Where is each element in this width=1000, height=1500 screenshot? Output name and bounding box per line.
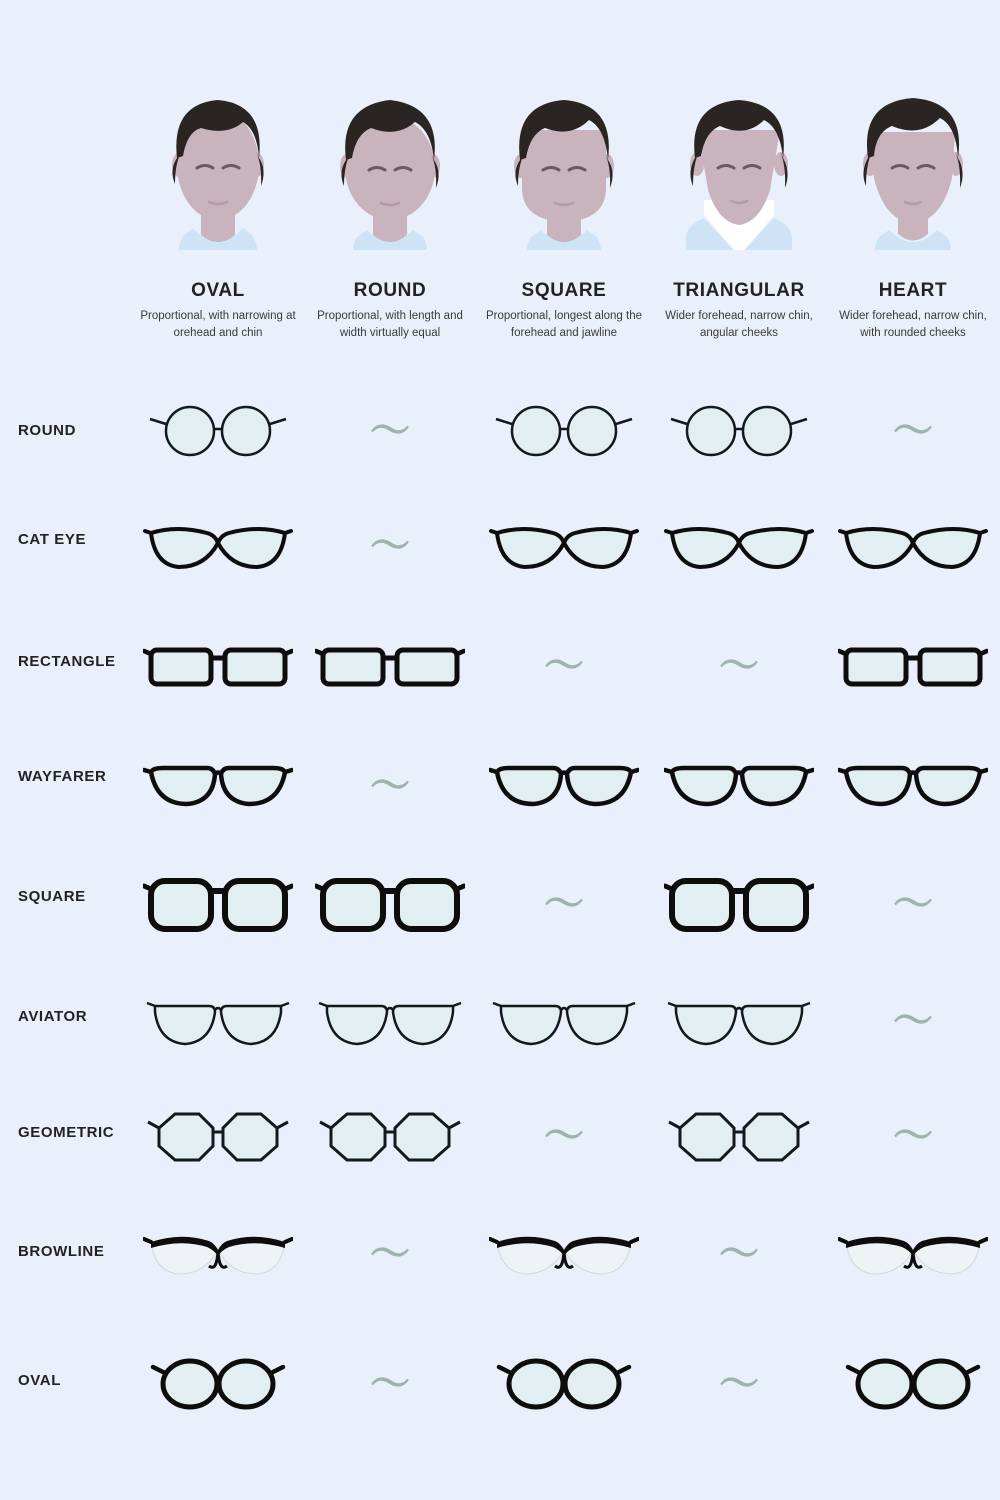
cell-geometric-square [477,1088,651,1184]
cell-browline-square [477,1206,651,1302]
cell-round-square [477,383,651,479]
row-label-cat-eye: CAT EYE [18,531,87,548]
not-recommended-icon: 〜 [370,523,410,569]
cell-geometric-heart [826,1088,1000,1184]
cell-round-round [303,383,477,479]
cell-square-oval [131,856,305,952]
row-label-browline: BROWLINE [18,1243,105,1260]
cell-rectangle-heart [826,618,1000,714]
face-description: Proportional, with narrowing at orehead and chin [140,310,296,339]
cell-square-heart [826,856,1000,952]
face-title: SQUARE [521,280,607,301]
not-recommended-icon: 〜 [719,1231,759,1277]
not-recommended-icon: 〜 [893,881,933,927]
not-recommended-icon: 〜 [544,881,584,927]
cell-wayfarer-round [303,738,477,834]
not-recommended-icon: 〜 [370,1231,410,1277]
row-label-wayfarer: WAYFARER [18,768,107,785]
cell-cat-eye-round [303,498,477,594]
face-title: OVAL [191,280,245,301]
face-title: TRIANGULAR [673,280,805,301]
not-recommended-icon: 〜 [370,408,410,454]
cell-geometric-triangular [652,1088,826,1184]
face-illustration [826,60,1000,250]
cell-square-round [303,856,477,952]
face-column-heart [826,60,1000,341]
cell-geometric-round [303,1088,477,1184]
cell-wayfarer-oval [131,738,305,834]
cell-round-heart [826,383,1000,479]
cell-oval-triangular [652,1336,826,1432]
row-label-rectangle: RECTANGLE [18,653,116,670]
face-title: HEART [878,280,948,301]
not-recommended-icon: 〜 [544,643,584,689]
face-column-oval [131,60,305,341]
row-label-round: ROUND [18,422,76,439]
not-recommended-icon: 〜 [370,1361,410,1407]
row-label-geometric: GEOMETRIC [18,1124,115,1141]
cell-cat-eye-triangular [652,498,826,594]
cell-oval-oval [131,1336,305,1432]
cell-browline-triangular [652,1206,826,1302]
face-title: ROUND [353,280,427,301]
face-description: Proportional, with length and width virtually equal [317,310,463,339]
cell-oval-square [477,1336,651,1432]
cell-wayfarer-heart [826,738,1000,834]
cell-geometric-oval [131,1088,305,1184]
face-description: Wider forehead, narrow chin, with rounded cheeks [839,310,987,339]
row-label-oval: OVAL [18,1372,61,1389]
not-recommended-icon: 〜 [893,408,933,454]
face-shapes-header [0,0,1000,375]
cell-browline-round [303,1206,477,1302]
not-recommended-icon: 〜 [370,763,410,809]
face-description: Wider forehead, narrow chin, angular cheeks [665,310,813,339]
row-label-square: SQUARE [18,888,86,905]
cell-round-oval [131,383,305,479]
cell-square-triangular [652,856,826,952]
cell-rectangle-round [303,618,477,714]
row-label-aviator: AVIATOR [18,1008,88,1025]
cell-aviator-heart [826,973,1000,1069]
cell-aviator-round [303,973,477,1069]
face-column-triangular [652,60,826,341]
cell-round-triangular [652,383,826,479]
face-illustration [131,60,305,250]
face-description: Proportional, longest along the forehead and jawline [486,310,642,339]
cell-wayfarer-triangular [652,738,826,834]
cell-rectangle-oval [131,618,305,714]
cell-rectangle-square [477,618,651,714]
cell-wayfarer-square [477,738,651,834]
not-recommended-icon: 〜 [893,1113,933,1159]
not-recommended-icon: 〜 [893,998,933,1044]
not-recommended-icon: 〜 [719,643,759,689]
cell-rectangle-triangular [652,618,826,714]
face-illustration [303,60,477,250]
face-column-square [477,60,651,341]
cell-aviator-square [477,973,651,1069]
cell-square-square [477,856,651,952]
cell-oval-round [303,1336,477,1432]
cell-browline-heart [826,1206,1000,1302]
face-illustration [652,60,826,250]
not-recommended-icon: 〜 [719,1361,759,1407]
face-column-round [303,60,477,341]
cell-oval-heart [826,1336,1000,1432]
cell-aviator-triangular [652,973,826,1069]
cell-aviator-oval [131,973,305,1069]
face-illustration [477,60,651,250]
cell-cat-eye-heart [826,498,1000,594]
cell-cat-eye-oval [131,498,305,594]
cell-browline-oval [131,1206,305,1302]
not-recommended-icon: 〜 [544,1113,584,1159]
cell-cat-eye-square [477,498,651,594]
